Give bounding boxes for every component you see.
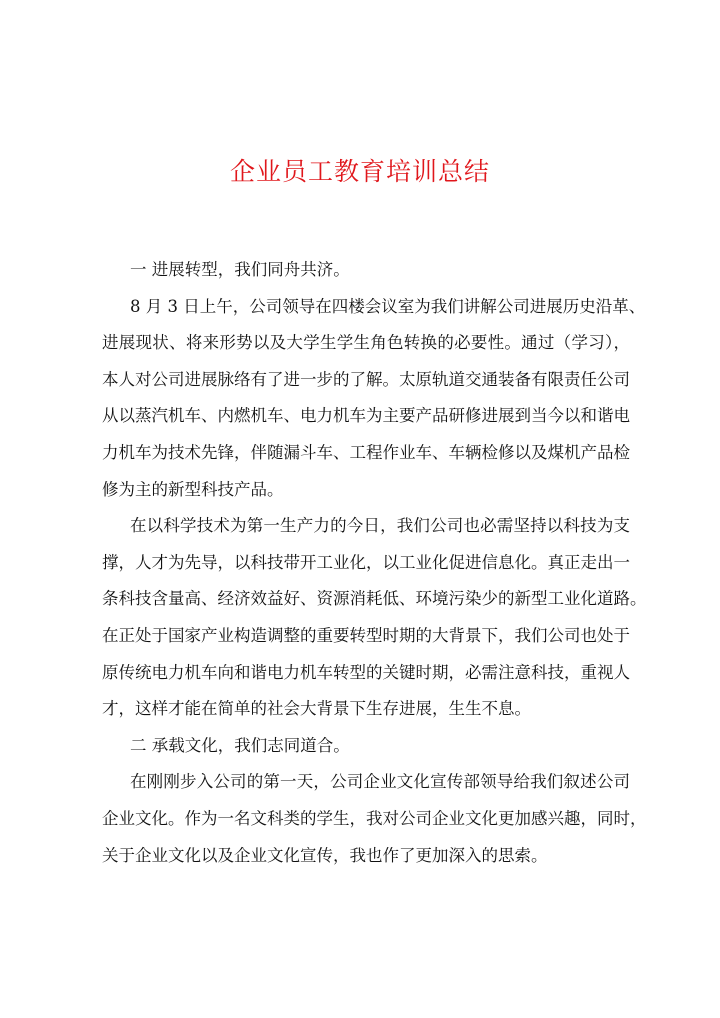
text-line: 在刚刚步入公司的第一天，公司企业文化宣传部领导给我们叙述公司	[130, 772, 630, 792]
document-body	[102, 252, 647, 874]
paragraph	[102, 728, 630, 765]
text-line: 条科技含量高、经济效益好、资源消耗低、环境污染少的新型工业化道路。	[102, 589, 647, 609]
text-line: 进展现状、将来形势以及大学生学生角色转换的必要性。通过（学习），	[102, 333, 630, 353]
paragraph	[102, 508, 647, 728]
text-line: 力机车为技术先锋，伴随漏斗车、工程作业车、车辆检修以及煤机产品检	[102, 442, 630, 462]
text-line: 在以科学技术为第一生产力的今日，我们公司也必需坚持以科技为支	[130, 516, 630, 536]
text-line: 企业文化。作为一名文科类的学生，我对公司企业文化更加感兴趣，同时，	[102, 808, 647, 828]
text-line: 一 进展转型，我们同舟共济。	[130, 260, 350, 279]
paragraph	[102, 764, 647, 874]
document-title: 企业员工教育培训总结	[229, 157, 490, 186]
text-line: 本人对公司进展脉络有了进一步的了解。太原轨道交通装备有限责任公司	[102, 369, 630, 389]
text-line: 在正处于国家产业构造调整的重要转型时期的大背景下，我们公司也处于	[102, 625, 630, 645]
paragraph	[102, 289, 646, 509]
text-line: 8 月 3 日上午，公司领导在四楼会议室为我们讲解公司进展历史沿革、	[130, 296, 646, 316]
text-line: 修为主的新型科技产品。	[102, 479, 284, 499]
text-line: 原传统电力机车向和谐电力机车转型的关键时期，必需注意科技，重视人	[102, 662, 630, 682]
paragraph	[102, 252, 630, 289]
text-line: 关于企业文化以及企业文化宣传，我也作了更加深入的思索。	[102, 845, 548, 865]
text-line: 从以蒸汽机车、内燃机车、电力机车为主要产品研修进展到当今以和谐电	[102, 406, 630, 426]
text-line: 二 承载文化，我们志同道合。	[130, 735, 350, 755]
text-line: 撑，人才为先导，以科技带开工业化，以工业化促进信息化。真正走出一	[102, 552, 630, 572]
text-line: 才，这样才能在简单的社会大背景下生存进展，生生不息。	[102, 699, 531, 719]
